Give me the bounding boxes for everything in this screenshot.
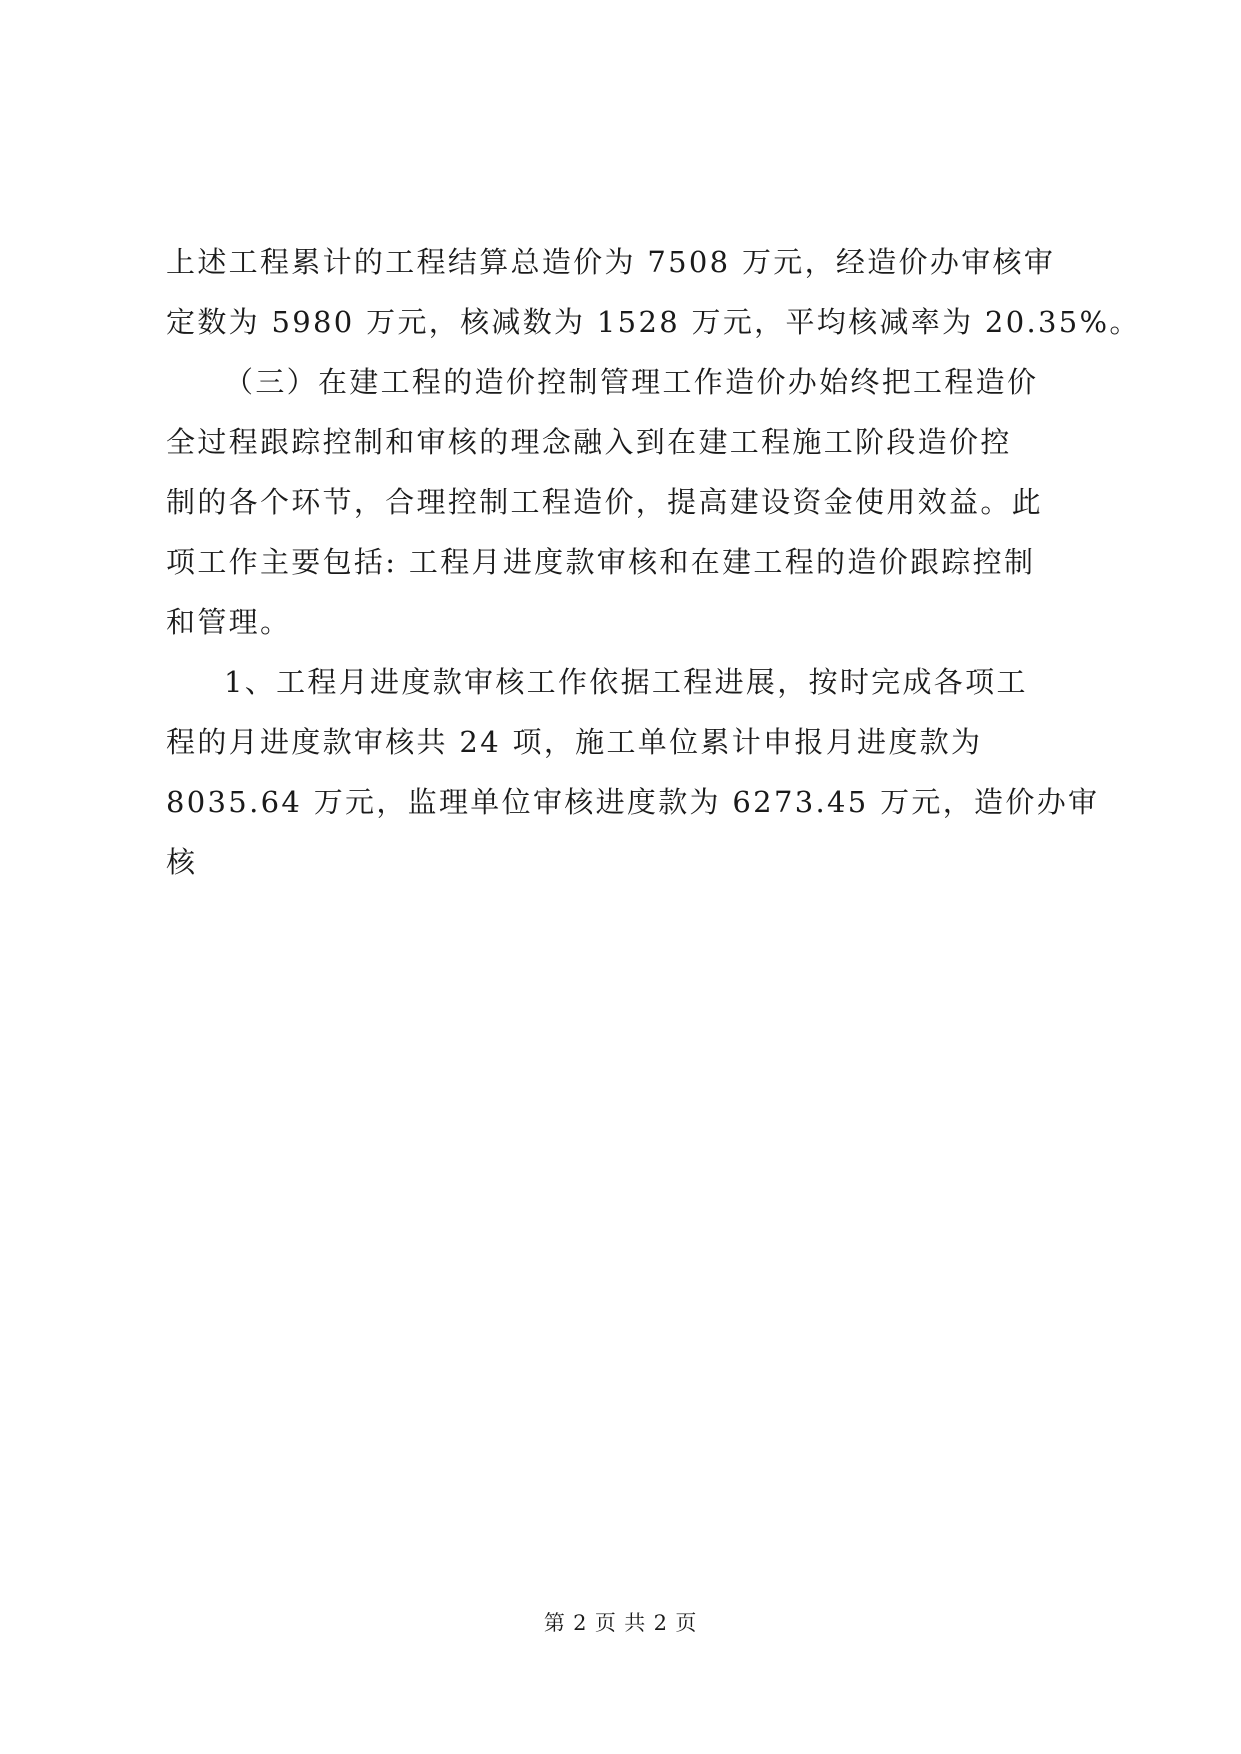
text-line: 程的月进度款审核共 24 项，施工单位累计申报月进度款为	[166, 725, 983, 759]
text-line: 制的各个环节，合理控制工程造价，提高建设资金使用效益。此	[166, 485, 1043, 519]
document-body	[166, 232, 1141, 892]
text-line: 上述工程累计的工程结算总造价为 7508 万元，经造价办审核审	[166, 245, 1056, 279]
text-line: 全过程跟踪控制和审核的理念融入到在建工程施工阶段造价控	[166, 425, 1012, 459]
text-line: 定数为 5980 万元，核减数为 1528 万元，平均核减率为 20.35%。	[166, 305, 1141, 339]
text-line: 项工作主要包括: 工程月进度款审核和在建工程的造价跟踪控制	[166, 545, 1036, 579]
paragraph-start-line: 1、工程月进度款审核工作依据工程进展，按时完成各项工	[224, 665, 1028, 699]
page-number-footer: 第 2 页 共 2 页	[543, 1611, 698, 1635]
text-line: 和管理。	[166, 605, 292, 639]
text-line: 核	[166, 845, 198, 879]
text-line: 8035.64 万元，监理单位审核进度款为 6273.45 万元，造价办审	[166, 785, 1100, 819]
paragraph-start-line: （三）在建工程的造价控制管理工作造价办始终把工程造价	[224, 365, 1039, 399]
